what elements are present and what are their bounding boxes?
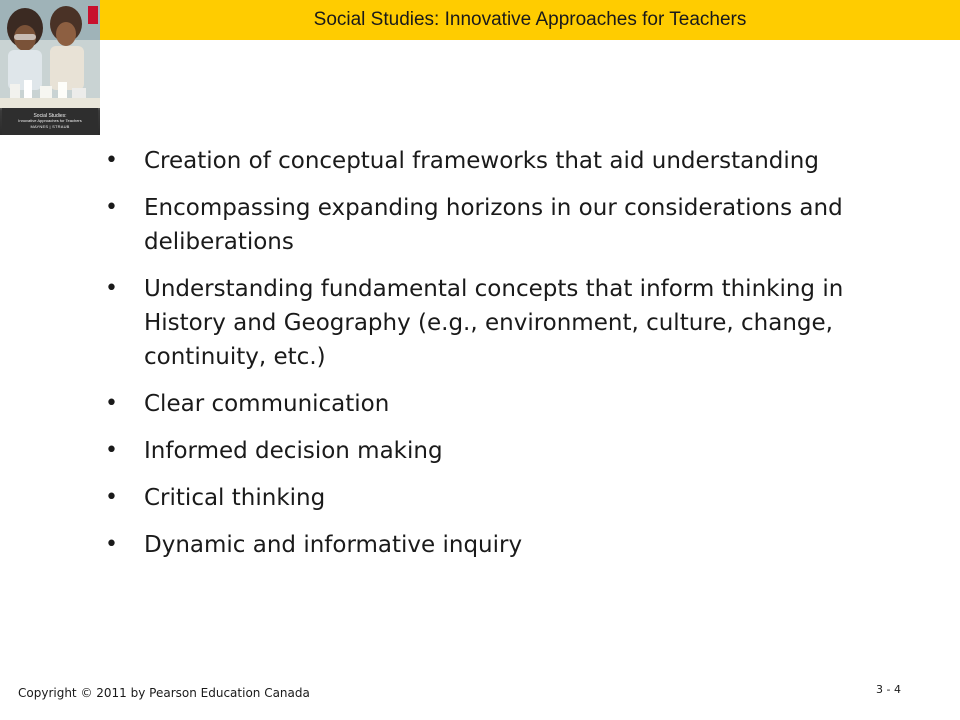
bullet-text: Dynamic and informative inquiry xyxy=(144,532,523,558)
bullet-icon: • xyxy=(105,532,118,557)
bullet-icon: • xyxy=(105,148,118,173)
bullet-icon: • xyxy=(105,485,118,510)
slide-header-title: Social Studies: Innovative Approaches for Teachers xyxy=(313,9,747,30)
bullet-item xyxy=(102,191,862,259)
bullet-item xyxy=(102,528,862,562)
bullet-text: Creation of conceptual frameworks that aid understanding xyxy=(144,148,819,174)
cover-title: Social Studies: xyxy=(33,113,67,119)
cover-photo xyxy=(0,0,100,108)
bullet-item xyxy=(102,481,862,515)
cover-authors: MAYNES | STRAUB xyxy=(30,124,70,130)
bullet-icon: • xyxy=(105,391,118,416)
bullet-text: Understanding fundamental concepts that inform thinking in History and Geography (e.g., environment, culture, change, continuity, etc.) xyxy=(144,276,844,370)
header-bar xyxy=(100,0,960,40)
bullet-list xyxy=(102,144,862,575)
book-cover-image xyxy=(0,0,100,135)
bullet-item xyxy=(102,272,862,374)
bullet-icon: • xyxy=(105,195,118,220)
bullet-icon: • xyxy=(105,438,118,463)
bullet-item xyxy=(102,434,862,468)
bullet-icon: • xyxy=(105,276,118,301)
page-number: 3 - 4 xyxy=(876,683,901,696)
cover-subtitle: Innovative Approaches for Teachers xyxy=(18,118,82,124)
bullet-text: Encompassing expanding horizons in our considerations and deliberations xyxy=(144,195,843,255)
bullet-item xyxy=(102,144,862,178)
bullet-item xyxy=(102,387,862,421)
bullet-text: Informed decision making xyxy=(144,438,443,464)
cover-text xyxy=(2,108,98,135)
footer-copyright: Copyright © 2011 by Pearson Education Canada xyxy=(18,686,310,700)
bullet-text: Critical thinking xyxy=(144,485,326,511)
bullet-text: Clear communication xyxy=(144,391,390,417)
